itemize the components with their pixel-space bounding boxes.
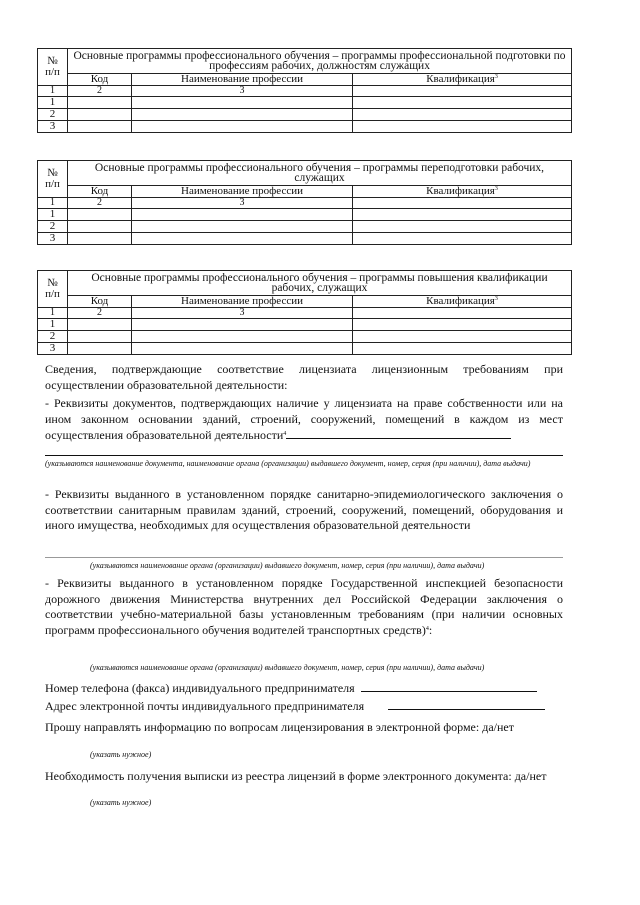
email-label: Адрес электронной почты индивидуального предпринимателя (45, 699, 365, 713)
name-cell[interactable] (132, 121, 353, 133)
row-number: 1 (38, 97, 68, 109)
row-number: 2 (38, 331, 68, 343)
row-number: 1 (38, 209, 68, 221)
name-cell[interactable] (132, 319, 353, 331)
premises-documents-line[interactable] (45, 455, 563, 456)
phone-label: Номер телефона (факса) индивидуального предпринимателя (45, 681, 355, 695)
name-cell[interactable] (132, 221, 353, 233)
table-row (38, 319, 572, 331)
column-code-header: Код (68, 186, 132, 198)
traffic-police-conclusion-paragraph: - Реквизиты выданного в установленном порядке Государственной инспекцией безопасности дорожного движения Министерства внутренних дел Российской Федерации заключения о соответствии учебно-материальной базы установленным требованиям (при наличии основных программ профессионального обучения водителей транспортных средств)$^4$: (45, 576, 563, 637)
code-cell[interactable] (68, 109, 132, 121)
footnote-mark: 3 (494, 74, 498, 80)
table-row (38, 209, 572, 221)
column-qualification-header: Квалификация$^3$ (353, 186, 572, 198)
code-cell[interactable] (68, 209, 132, 221)
qualification-cell[interactable] (353, 97, 572, 109)
registry-extract-request[interactable]: Необходимость получения выписки из реестра лицензий в форме электронного документа: да/нет (45, 769, 547, 783)
code-cell[interactable] (68, 97, 132, 109)
row-number: 1 (38, 319, 68, 331)
table-row (38, 97, 572, 109)
name-cell[interactable] (132, 209, 353, 221)
column-qualification-header: Квалификация$^3$ (353, 74, 572, 86)
premises-documents-paragraph: - Реквизиты документов, подтверждающих наличие у лицензиата на праве собственности или на ином законном основании зданий, строений, сооружений, помещений в каждом из мест осуществления образовательной деятельности$^4$ (45, 396, 563, 442)
qualification-cell[interactable] (353, 109, 572, 121)
footnote-mark: 4 (283, 431, 287, 437)
qualification-cell[interactable] (353, 343, 572, 355)
table-title: Основные программы профессионального обучения – программы профессиональной подготовки по профессиям рабочих, должностям служащих (68, 49, 572, 74)
numbering-cell (353, 198, 572, 209)
code-cell[interactable] (68, 331, 132, 343)
numbering-cell: 3 (132, 308, 353, 319)
programs-table-advanced-training (37, 270, 572, 355)
qualification-cell[interactable] (353, 209, 572, 221)
table-row (38, 221, 572, 233)
name-cell[interactable] (132, 97, 353, 109)
table-title: Основные программы профессионального обучения – программы переподготовки рабочих, служащих (68, 161, 572, 186)
qualification-cell[interactable] (353, 319, 572, 331)
numbering-cell: 2 (68, 86, 132, 97)
table-row (38, 109, 572, 121)
code-cell[interactable] (68, 121, 132, 133)
phone-row (45, 680, 563, 697)
column-name-header: Наименование профессии (132, 186, 353, 198)
column-code-header: Код (68, 74, 132, 86)
numbering-cell: 2 (68, 198, 132, 209)
footnote-mark: 3 (494, 296, 498, 302)
qualification-cell[interactable] (353, 121, 572, 133)
numbering-cell: 1 (38, 198, 68, 209)
sanitary-conclusion-paragraph: - Реквизиты выданного в установленном порядке санитарно-эпидемиологического заключения о соответствии санитарным правилам зданий, строений, сооружений, помещений, оборудования и иного имущества, необходимых для осуществления образовательной деятельности (45, 487, 563, 532)
row-number: 3 (38, 121, 68, 133)
programs-table-training (37, 48, 572, 133)
email-field[interactable] (388, 698, 545, 710)
traffic-police-conclusion-hint: (указываются наименование органа (организации) выдавшего документ, номер, серия (при наличии), дата выдачи) (90, 663, 485, 672)
column-number-header: № п/п (38, 161, 68, 198)
column-number-header: № п/п (38, 271, 68, 308)
qualification-cell[interactable] (353, 221, 572, 233)
qualification-cell[interactable] (353, 233, 572, 245)
registry-extract-hint: (указать нужное) (90, 798, 152, 807)
premises-documents-field[interactable] (286, 427, 511, 439)
electronic-info-request[interactable]: Прошу направлять информацию по вопросам лицензирования в электронной форме: да/нет (45, 720, 514, 734)
name-cell[interactable] (132, 343, 353, 355)
numbering-cell: 2 (68, 308, 132, 319)
column-qualification-header: Квалификация$^3$ (353, 296, 572, 308)
electronic-info-hint: (указать нужное) (90, 750, 152, 759)
row-number: 2 (38, 109, 68, 121)
name-cell[interactable] (132, 109, 353, 121)
numbering-cell (353, 86, 572, 97)
code-cell[interactable] (68, 343, 132, 355)
row-number: 3 (38, 343, 68, 355)
row-number: 2 (38, 221, 68, 233)
numbering-cell: 3 (132, 86, 353, 97)
table-row (38, 233, 572, 245)
compliance-intro: Сведения, подтверждающие соответствие лицензиата лицензионным требованиям при осуществлении образовательной деятельности: (45, 362, 563, 392)
table-row (38, 121, 572, 133)
numbering-cell: 1 (38, 86, 68, 97)
sanitary-conclusion-hint: (указываются наименование органа (организации) выдавшего документ, номер, серия (при наличии), дата выдачи) (90, 561, 485, 570)
numbering-cell: 3 (132, 198, 353, 209)
code-cell[interactable] (68, 233, 132, 245)
footnote-mark: 3 (494, 186, 498, 192)
column-number-header: № п/п (38, 49, 68, 86)
premises-documents-hint: (указываются наименование документа, наименование органа (организации) выдавшего документ, номер, серия (при наличии), дата выдачи) (45, 459, 531, 468)
qualification-cell[interactable] (353, 331, 572, 343)
sanitary-conclusion-line[interactable] (45, 557, 563, 558)
code-cell[interactable] (68, 221, 132, 233)
name-cell[interactable] (132, 331, 353, 343)
numbering-cell (353, 308, 572, 319)
row-number: 3 (38, 233, 68, 245)
table-row (38, 343, 572, 355)
email-row (45, 698, 563, 715)
table-row (38, 331, 572, 343)
column-name-header: Наименование профессии (132, 296, 353, 308)
footnote-mark: 4 (425, 625, 429, 632)
name-cell[interactable] (132, 233, 353, 245)
programs-table-retraining (37, 160, 572, 245)
column-name-header: Наименование профессии (132, 74, 353, 86)
code-cell[interactable] (68, 319, 132, 331)
phone-field[interactable] (361, 680, 537, 692)
column-code-header: Код (68, 296, 132, 308)
table-title: Основные программы профессионального обучения – программы повышения квалификации рабочих, служащих (68, 271, 572, 296)
numbering-cell: 1 (38, 308, 68, 319)
